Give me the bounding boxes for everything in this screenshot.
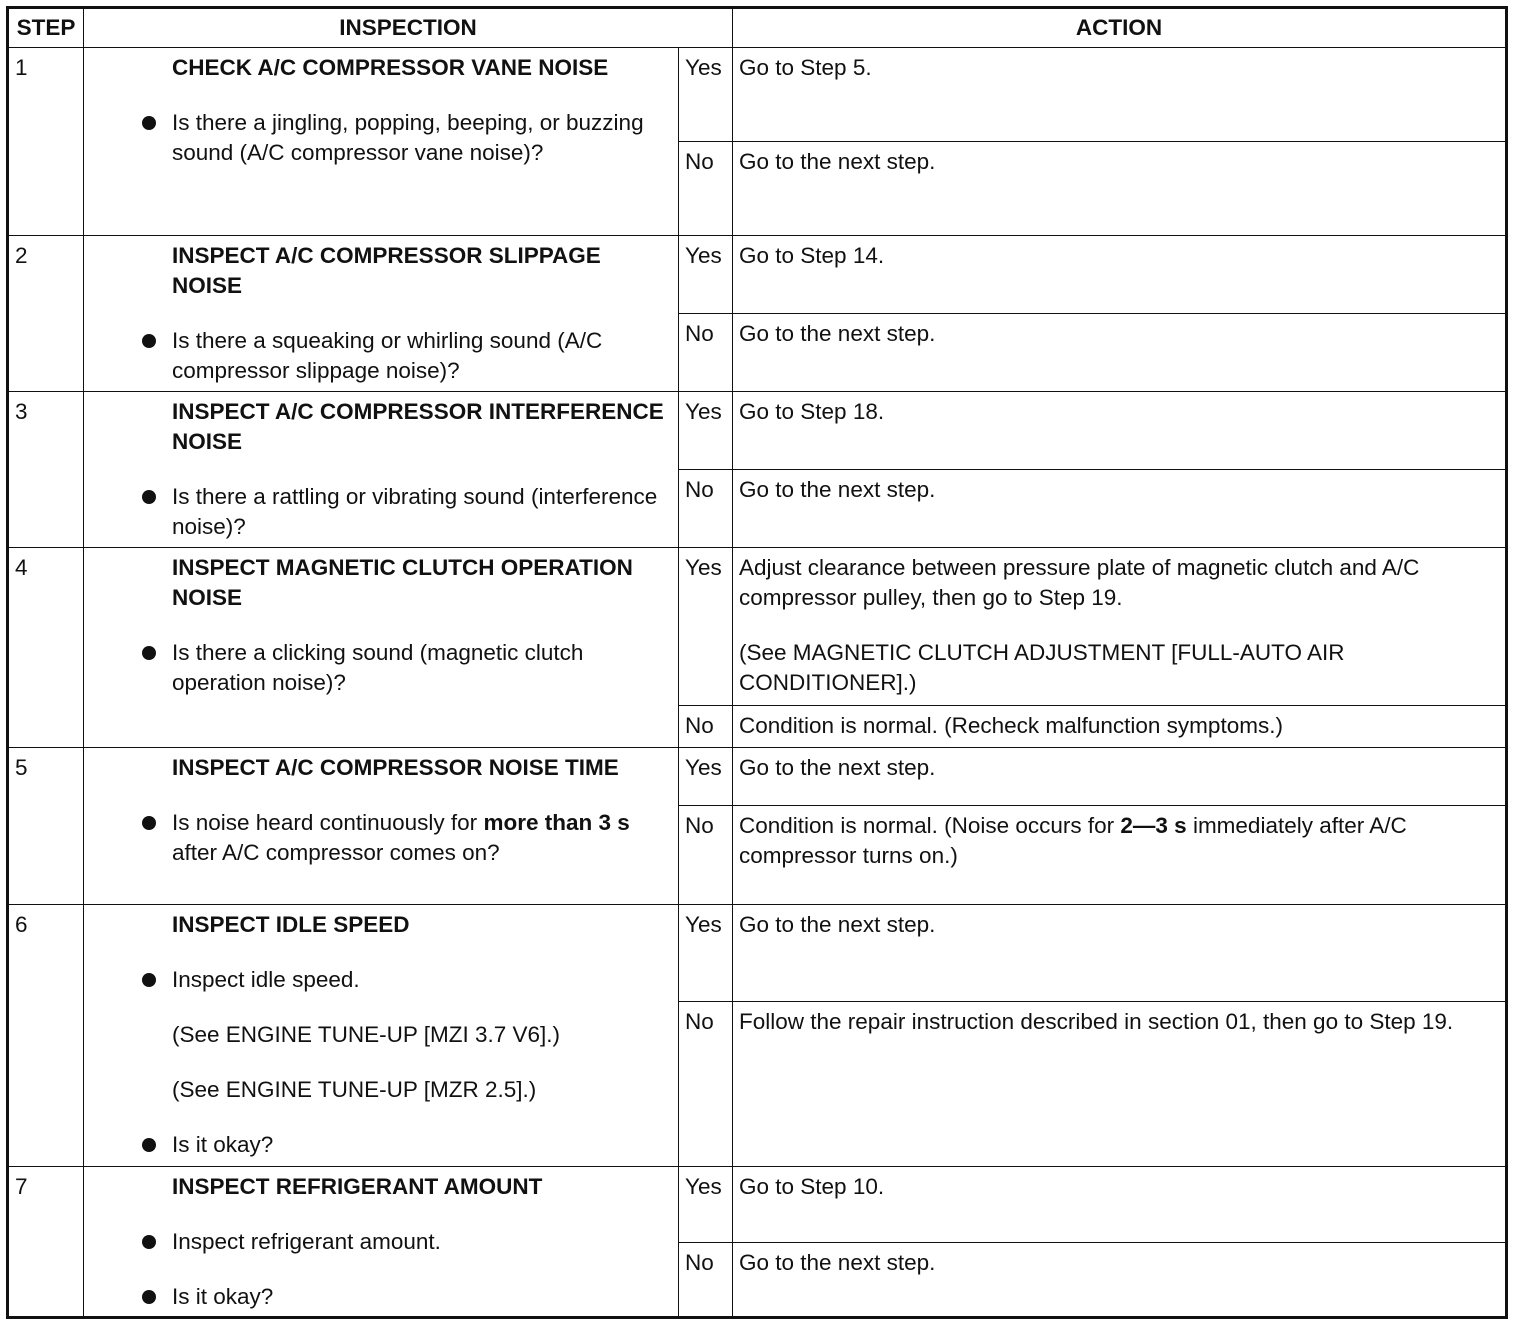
step-4-yes-row — [8, 548, 1507, 706]
step-6-inspection — [84, 905, 679, 1167]
step-title: CHECK A/C COMPRESSOR VANE NOISE — [172, 55, 609, 80]
step-1-inspection — [84, 48, 679, 236]
step-number: 3 — [8, 392, 84, 548]
bullet-icon — [90, 638, 172, 668]
no-action: Go to the next step. — [733, 1243, 1507, 1318]
inspection-item: Is there a rattling or vibrating sound (interference noise)? — [172, 484, 658, 539]
yes-action: Go to Step 14. — [733, 236, 1507, 314]
no-action: Go to the next step. — [733, 142, 1507, 236]
no-label: No — [679, 1243, 733, 1318]
step-title: INSPECT A/C COMPRESSOR NOISE TIME — [172, 755, 619, 780]
bullet-icon — [90, 326, 172, 356]
inspection-item: Inspect idle speed. — [172, 967, 360, 992]
yes-action: Go to Step 10. — [733, 1167, 1507, 1243]
inspection-item: Is it okay? — [172, 1284, 274, 1309]
yes-label: Yes — [679, 905, 733, 1002]
reference-text: (See ENGINE TUNE-UP [MZI 3.7 V6].) — [172, 1022, 561, 1047]
step-5-inspection — [84, 748, 679, 905]
no-label: No — [679, 142, 733, 236]
step-title: INSPECT A/C COMPRESSOR INTERFERENCE NOISE — [172, 399, 664, 454]
yes-action-reference: (See MAGNETIC CLUTCH ADJUSTMENT [FULL-AUTO AIR CONDITIONER].) — [739, 640, 1345, 695]
no-label: No — [679, 1002, 733, 1167]
step-2-inspection — [84, 236, 679, 392]
bullet-icon — [90, 965, 172, 995]
no-action: Condition is normal. (Recheck malfunction symptoms.) — [733, 706, 1507, 748]
step-4-inspection — [84, 548, 679, 748]
bullet-icon — [90, 108, 172, 138]
yes-label: Yes — [679, 48, 733, 142]
yes-label: Yes — [679, 748, 733, 806]
no-label: No — [679, 470, 733, 548]
header-inspection: INSPECTION — [84, 8, 733, 48]
step-3-inspection — [84, 392, 679, 548]
header-step: STEP — [8, 8, 84, 48]
step-1-yes-row — [8, 48, 1507, 142]
bullet-icon — [90, 1130, 172, 1160]
step-5-yes-row — [8, 748, 1507, 806]
yes-action-cell — [733, 548, 1507, 706]
step-number: 6 — [8, 905, 84, 1167]
inspection-item: Is it okay? — [172, 1132, 274, 1157]
step-number: 2 — [8, 236, 84, 392]
bullet-icon — [90, 482, 172, 512]
step-2-yes-row — [8, 236, 1507, 314]
step-title: INSPECT IDLE SPEED — [172, 912, 410, 937]
step-number: 7 — [8, 1167, 84, 1318]
step-7-inspection — [84, 1167, 679, 1318]
header-action: ACTION — [733, 8, 1507, 48]
inspection-item: Is there a clicking sound (magnetic clutch operation noise)? — [172, 640, 584, 695]
no-action: Go to the next step. — [733, 470, 1507, 548]
yes-label: Yes — [679, 1167, 733, 1243]
bullet-icon — [90, 1282, 172, 1312]
inspection-item: Is there a squeaking or whirling sound (A/C compressor slippage noise)? — [172, 328, 603, 383]
no-action: Condition is normal. (Noise occurs for 2—3 s immediately after A/C compressor turns on.) — [733, 806, 1507, 905]
step-6-yes-row — [8, 905, 1507, 1002]
inspection-item: Is there a jingling, popping, beeping, or buzzing sound (A/C compressor vane noise)? — [172, 110, 644, 165]
step-number: 4 — [8, 548, 84, 748]
no-action: Follow the repair instruction described in section 01, then go to Step 19. — [733, 1002, 1507, 1167]
header-row — [8, 8, 1507, 48]
step-title: INSPECT REFRIGERANT AMOUNT — [172, 1174, 543, 1199]
diagnostic-table — [6, 6, 1508, 1319]
reference-text: (See ENGINE TUNE-UP [MZR 2.5].) — [172, 1077, 537, 1102]
yes-action: Adjust clearance between pressure plate of magnetic clutch and A/C compressor pulley, then go to Step 19. — [739, 555, 1420, 610]
no-label: No — [679, 806, 733, 905]
yes-action: Go to the next step. — [733, 748, 1507, 806]
yes-label: Yes — [679, 236, 733, 314]
step-title: INSPECT A/C COMPRESSOR SLIPPAGE NOISE — [172, 243, 601, 298]
step-number: 5 — [8, 748, 84, 905]
yes-action: Go to Step 18. — [733, 392, 1507, 470]
bullet-icon — [90, 808, 172, 838]
step-title: INSPECT MAGNETIC CLUTCH OPERATION NOISE — [172, 555, 633, 610]
step-7-yes-row — [8, 1167, 1507, 1243]
yes-action: Go to Step 5. — [733, 48, 1507, 142]
step-number: 1 — [8, 48, 84, 236]
no-action: Go to the next step. — [733, 314, 1507, 392]
step-3-yes-row — [8, 392, 1507, 470]
yes-action: Go to the next step. — [733, 905, 1507, 1002]
no-label: No — [679, 706, 733, 748]
bullet-icon — [90, 1227, 172, 1257]
inspection-item: Inspect refrigerant amount. — [172, 1229, 441, 1254]
yes-label: Yes — [679, 392, 733, 470]
no-label: No — [679, 314, 733, 392]
inspection-item: Is noise heard continuously for more than 3 s after A/C compressor comes on? — [172, 810, 630, 865]
yes-label: Yes — [679, 548, 733, 706]
